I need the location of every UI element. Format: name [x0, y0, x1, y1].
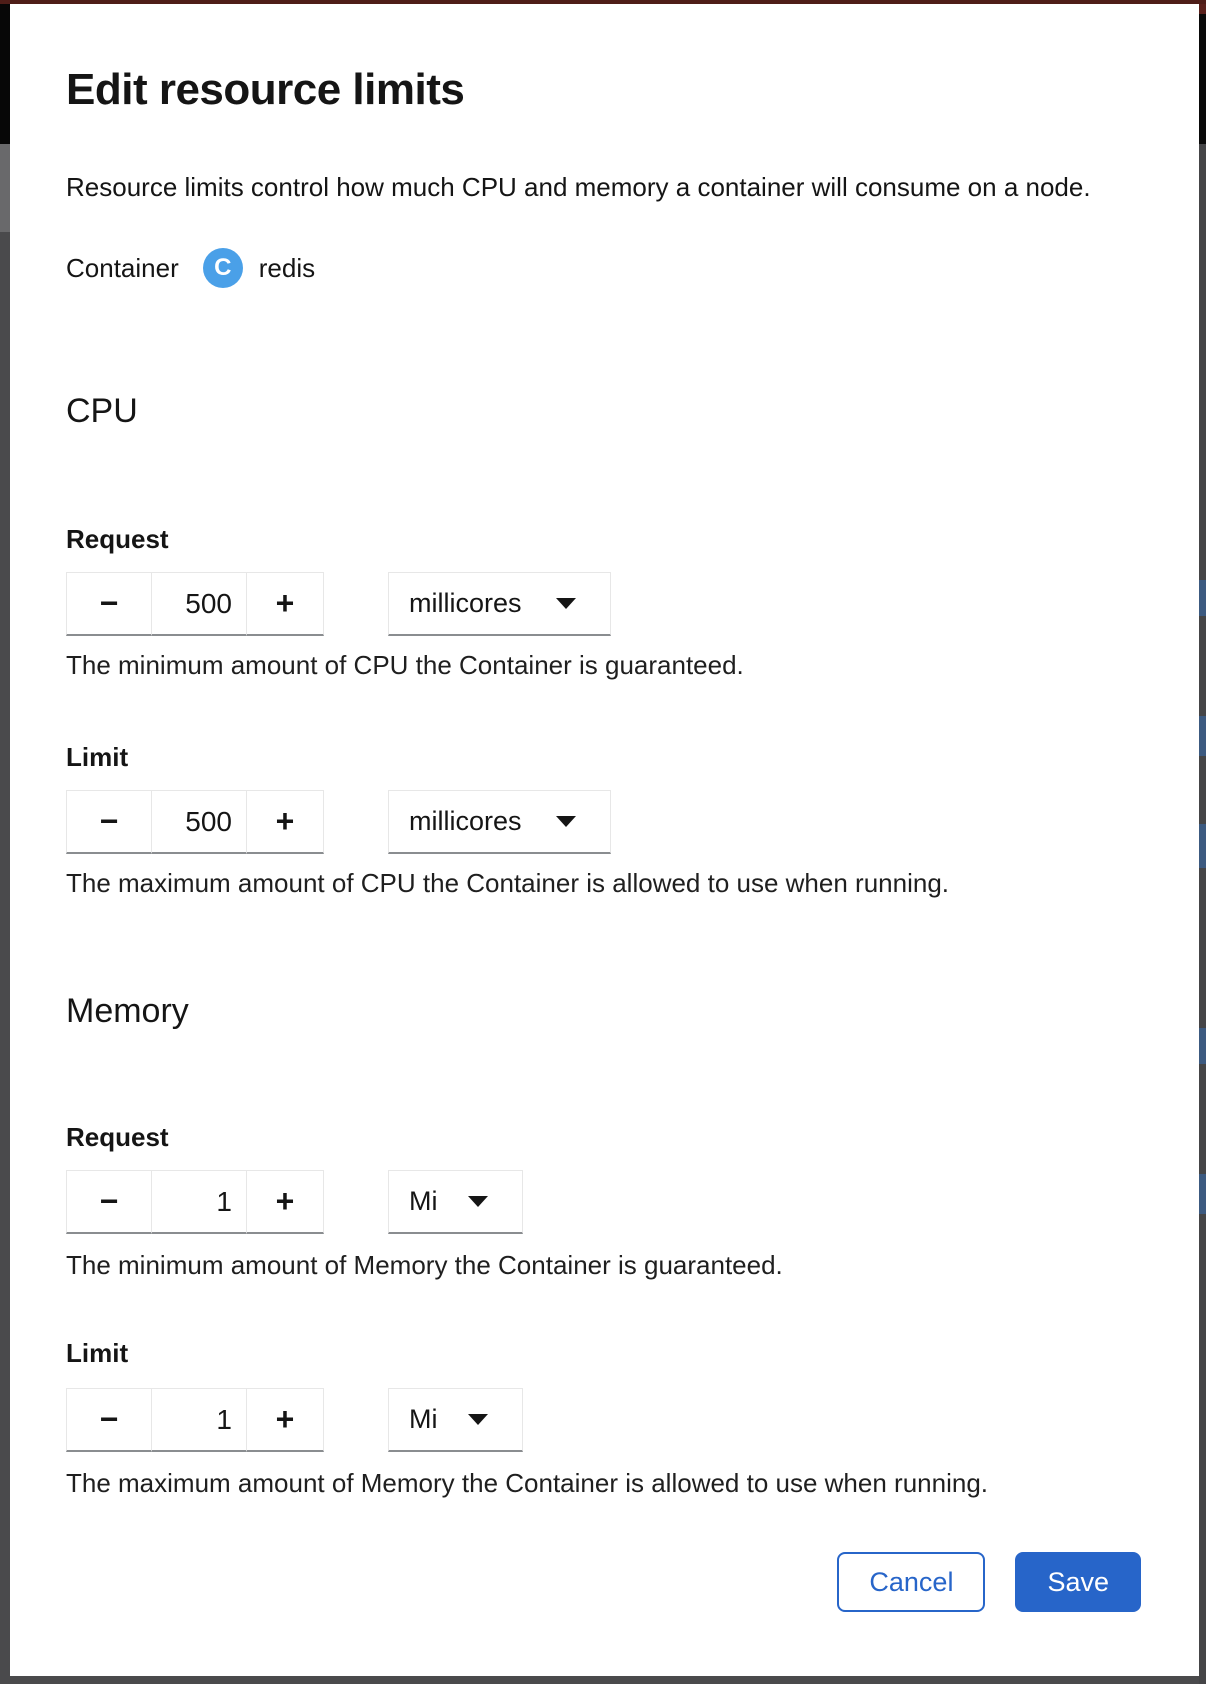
- backdrop-right-tick: [1199, 1028, 1206, 1064]
- cpu-request-unit-value: millicores: [409, 588, 522, 618]
- memory-limit-number-input: [66, 1388, 324, 1452]
- cpu-request-controls: [66, 572, 1141, 636]
- backdrop-left-edge: [0, 4, 10, 1684]
- backdrop-left-line: [0, 1262, 10, 1265]
- memory-request-helper-text: The minimum amount of Memory the Container is guaranteed.: [66, 1250, 783, 1280]
- backdrop-left-band: [0, 144, 10, 232]
- edit-resource-limits-modal: [10, 4, 1199, 1676]
- backdrop-right-tick: [1199, 716, 1206, 756]
- memory-request-decrement-button[interactable]: −: [66, 1170, 152, 1234]
- save-button[interactable]: Save: [1015, 1552, 1141, 1612]
- memory-request-number-input: [66, 1170, 324, 1234]
- modal-content: [10, 4, 1199, 1612]
- cpu-request-increment-button[interactable]: +: [246, 572, 324, 636]
- cpu-request-helper-text: The minimum amount of CPU the Container is guaranteed.: [66, 650, 744, 680]
- backdrop-right-tick: [1199, 824, 1206, 868]
- cpu-request-label: Request: [66, 524, 169, 554]
- memory-request-value-input[interactable]: [151, 1170, 247, 1234]
- cpu-limit-decrement-button[interactable]: −: [66, 790, 152, 854]
- cpu-request-number-input: [66, 572, 324, 636]
- backdrop-left-masthead: [0, 4, 10, 144]
- cpu-limit-unit-value: millicores: [409, 806, 522, 836]
- cpu-request-value-input[interactable]: [151, 572, 247, 636]
- memory-limit-increment-button[interactable]: +: [246, 1388, 324, 1452]
- memory-request-unit-select[interactable]: [388, 1170, 523, 1234]
- memory-section-heading: Memory: [66, 992, 189, 1030]
- cpu-request-unit-select[interactable]: [388, 572, 611, 636]
- caret-down-icon: [468, 1196, 488, 1207]
- memory-request-unit-value: Mi: [409, 1186, 438, 1216]
- caret-down-icon: [556, 816, 576, 827]
- memory-request-label: Request: [66, 1122, 169, 1152]
- container-label: Container: [66, 252, 179, 283]
- backdrop-right-tick: [1199, 580, 1206, 616]
- memory-limit-unit-select[interactable]: [388, 1388, 523, 1452]
- memory-limit-helper-text: The maximum amount of Memory the Container is allowed to use when running.: [66, 1468, 988, 1498]
- cpu-limit-unit-select[interactable]: [388, 790, 611, 854]
- modal-description: Resource limits control how much CPU and memory a container will consume on a node.: [66, 172, 1091, 202]
- caret-down-icon: [468, 1414, 488, 1425]
- container-name: redis: [258, 252, 316, 283]
- backdrop-left-line: [0, 756, 10, 759]
- memory-request-increment-button[interactable]: +: [246, 1170, 324, 1234]
- container-badge-icon: C: [203, 248, 243, 288]
- backdrop-right-edge: [1199, 0, 1206, 1684]
- modal-title: Edit resource limits: [66, 65, 465, 114]
- memory-limit-unit-value: Mi: [409, 1404, 438, 1434]
- backdrop-left-line: [0, 1516, 10, 1519]
- memory-limit-controls: [66, 1388, 1141, 1452]
- memory-limit-decrement-button[interactable]: −: [66, 1388, 152, 1452]
- cpu-limit-value-input[interactable]: [151, 790, 247, 854]
- cpu-section-heading: CPU: [66, 392, 138, 430]
- backdrop-left-line: [0, 1010, 10, 1013]
- memory-request-controls: [66, 1170, 1141, 1234]
- backdrop-bottom-edge: [10, 1676, 1199, 1684]
- backdrop-right-tick: [1199, 1174, 1206, 1214]
- cpu-limit-label: Limit: [66, 742, 129, 772]
- container-row: [66, 248, 1141, 288]
- modal-action-bar: [66, 1552, 1141, 1612]
- memory-limit-label: Limit: [66, 1338, 129, 1368]
- cpu-limit-helper-text: The maximum amount of CPU the Container is allowed to use when running.: [66, 868, 949, 898]
- cpu-limit-controls: [66, 790, 1141, 854]
- backdrop-left-line: [0, 520, 10, 523]
- backdrop-right-masthead: [1199, 14, 1206, 144]
- cpu-limit-increment-button[interactable]: +: [246, 790, 324, 854]
- cancel-button[interactable]: Cancel: [837, 1552, 985, 1612]
- memory-limit-value-input[interactable]: [151, 1388, 247, 1452]
- cpu-limit-number-input: [66, 790, 324, 854]
- cpu-request-decrement-button[interactable]: −: [66, 572, 152, 636]
- caret-down-icon: [556, 598, 576, 609]
